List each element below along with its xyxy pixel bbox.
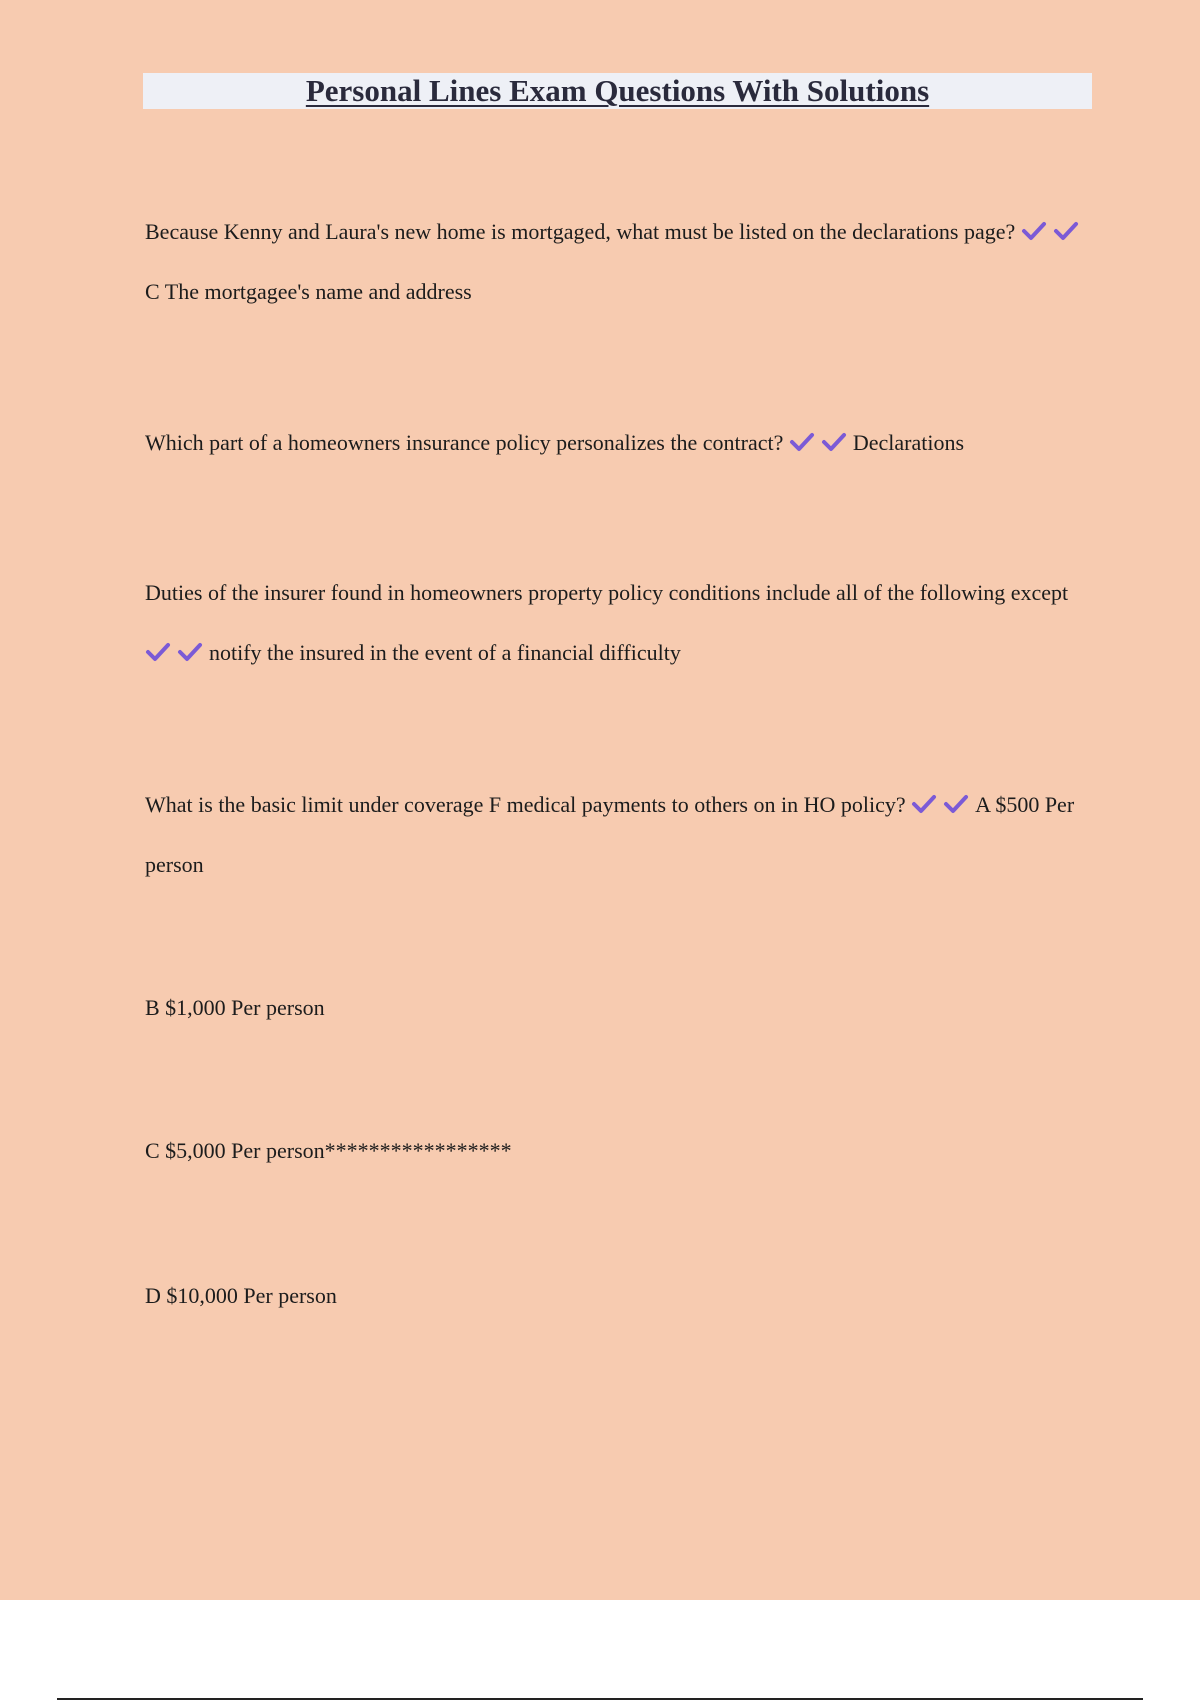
check-icon bbox=[177, 642, 203, 662]
qa-item-3 bbox=[145, 563, 1095, 683]
option-d: D $10,000 Per person bbox=[145, 1283, 337, 1308]
option-c: C $5,000 Per person***************** bbox=[145, 1138, 512, 1163]
qa-item-1 bbox=[145, 202, 1095, 322]
page-title: Personal Lines Exam Questions With Solutions bbox=[305, 73, 930, 108]
qa-item-4 bbox=[145, 775, 1095, 895]
check-icon bbox=[911, 794, 937, 814]
check-icon bbox=[145, 642, 171, 662]
check-icon bbox=[1053, 221, 1079, 241]
title-highlight bbox=[143, 73, 1092, 109]
answer-text: Declarations bbox=[852, 430, 965, 455]
answer-text: C The mortgagee's name and address bbox=[145, 279, 472, 304]
check-icon bbox=[1021, 221, 1047, 241]
question-text: Duties of the insurer found in homeowners property policy conditions include all of the following except bbox=[145, 580, 1069, 605]
answer-text: notify the insured in the event of a financial difficulty bbox=[209, 640, 681, 665]
check-icon bbox=[943, 794, 969, 814]
question-text: Which part of a homeowners insurance policy personalizes the contract? bbox=[145, 430, 784, 455]
question-text: Because Kenny and Laura's new home is mortgaged, what must be listed on the declarations page? bbox=[145, 219, 1016, 244]
question-text: What is the basic limit under coverage F medical payments to others on in HO policy? bbox=[145, 792, 906, 817]
check-icon bbox=[821, 432, 847, 452]
check-icon bbox=[789, 432, 815, 452]
answer-text: A $500 Per person bbox=[145, 792, 1075, 877]
qa-item-2 bbox=[145, 413, 1095, 473]
option-b: B $1,000 Per person bbox=[145, 995, 325, 1020]
